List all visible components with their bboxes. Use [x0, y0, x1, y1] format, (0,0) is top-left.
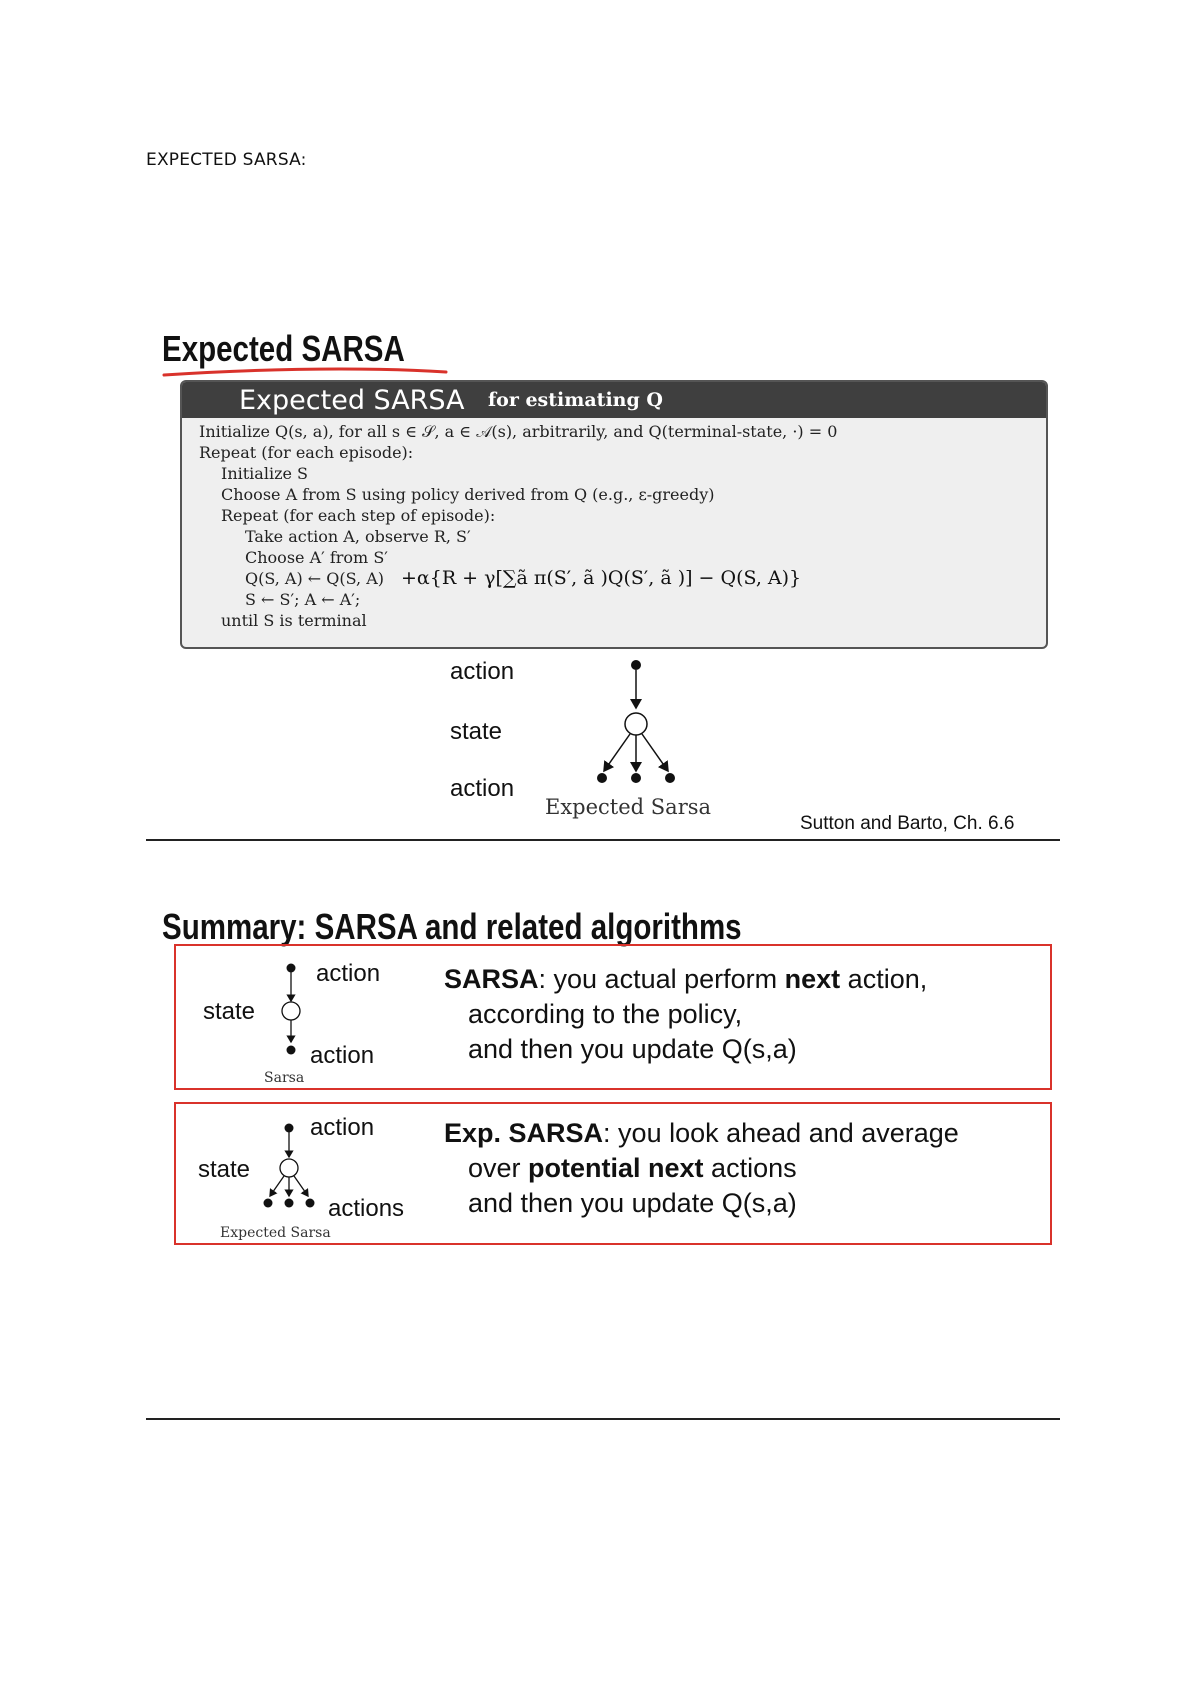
sarsa-name: SARSA — [444, 964, 539, 994]
algorithm-header — [182, 382, 1046, 418]
sarsa-label-state: state — [203, 998, 256, 1025]
diagram-caption: Expected Sarsa — [545, 795, 712, 819]
red-underline — [160, 364, 450, 380]
sarsa-text-1: : you actual perform — [538, 964, 785, 994]
algo-line-10: until S is terminal — [221, 611, 367, 630]
algo-line-4: Choose A from S using policy derived from Q (e.g., ε-greedy) — [221, 485, 715, 504]
exp-text-1: : you look ahead and average — [603, 1118, 959, 1148]
exp-label-state: state — [198, 1156, 251, 1183]
sarsa-summary-box — [174, 944, 1052, 1090]
algo-line-5: Repeat (for each step of episode): — [221, 506, 496, 525]
exp-caption: Expected Sarsa — [220, 1225, 331, 1241]
algo-line-3: Initialize S — [221, 464, 309, 483]
sarsa-caption: Sarsa — [264, 1070, 305, 1086]
exp-name: Exp. SARSA — [444, 1118, 604, 1148]
exp-text-2a: over — [468, 1153, 529, 1183]
algorithm-name: Expected SARSA — [239, 385, 465, 416]
slide1-title: Expected SARSA — [162, 328, 405, 369]
sarsa-label-action-top: action — [316, 960, 381, 987]
divider-2 — [146, 1418, 1060, 1420]
exp-text-potential-next: potential next — [528, 1153, 704, 1183]
expected-sarsa-mini-diagram — [256, 1114, 326, 1224]
sarsa-backup-diagram — [276, 960, 306, 1060]
algo-line-6: Take action A, observe R, S′ — [245, 527, 471, 546]
exp-line-1 — [444, 1116, 959, 1151]
sarsa-line-3: and then you update Q(s,a) — [468, 1034, 797, 1064]
algo-line-7: Choose A′ from S′ — [245, 548, 388, 567]
diagram-label-action-top: action — [450, 658, 515, 685]
algo-line-8: Q(S, A) ← Q(S, A) — [245, 569, 385, 588]
diagram-label-state: state — [450, 718, 503, 745]
update-formula: +α{R + γ[∑ã π(S′, ã )Q(S′, ã )] − Q(S, A)} — [401, 567, 802, 589]
sarsa-label-action-bottom: action — [310, 1042, 375, 1069]
exp-line-2 — [468, 1151, 797, 1186]
page-heading: EXPECTED SARSA: — [146, 150, 307, 170]
algo-line-2: Repeat (for each episode): — [199, 443, 414, 462]
algorithm-box — [180, 380, 1048, 649]
expected-sarsa-summary-box — [174, 1102, 1052, 1245]
algorithm-subtitle: for estimating Q — [488, 389, 663, 411]
exp-label-actions: actions — [328, 1195, 405, 1222]
diagram-label-action-bottom: action — [450, 775, 515, 802]
exp-text-2c: actions — [703, 1153, 797, 1183]
exp-label-action-top: action — [310, 1114, 375, 1141]
sarsa-text-next: next — [784, 964, 841, 994]
sarsa-line-2: according to the policy, — [468, 999, 743, 1029]
expected-sarsa-backup-diagram — [580, 656, 700, 786]
exp-line-3: and then you update Q(s,a) — [468, 1188, 797, 1218]
slide2-title: Summary: SARSA and related algorithms — [162, 906, 742, 947]
algo-line-9: S ← S′; A ← A′; — [245, 590, 361, 609]
algo-line-1: Initialize Q(s, a), for all s ∈ 𝒮, a ∈ 𝒜(s), arbitrarily, and Q(terminal-state, ·) = 0 — [199, 422, 838, 441]
sarsa-line-1 — [444, 962, 927, 997]
citation: Sutton and Barto, Ch. 6.6 — [800, 813, 1015, 834]
divider-1 — [146, 839, 1060, 841]
sarsa-text-1c: action, — [840, 964, 928, 994]
